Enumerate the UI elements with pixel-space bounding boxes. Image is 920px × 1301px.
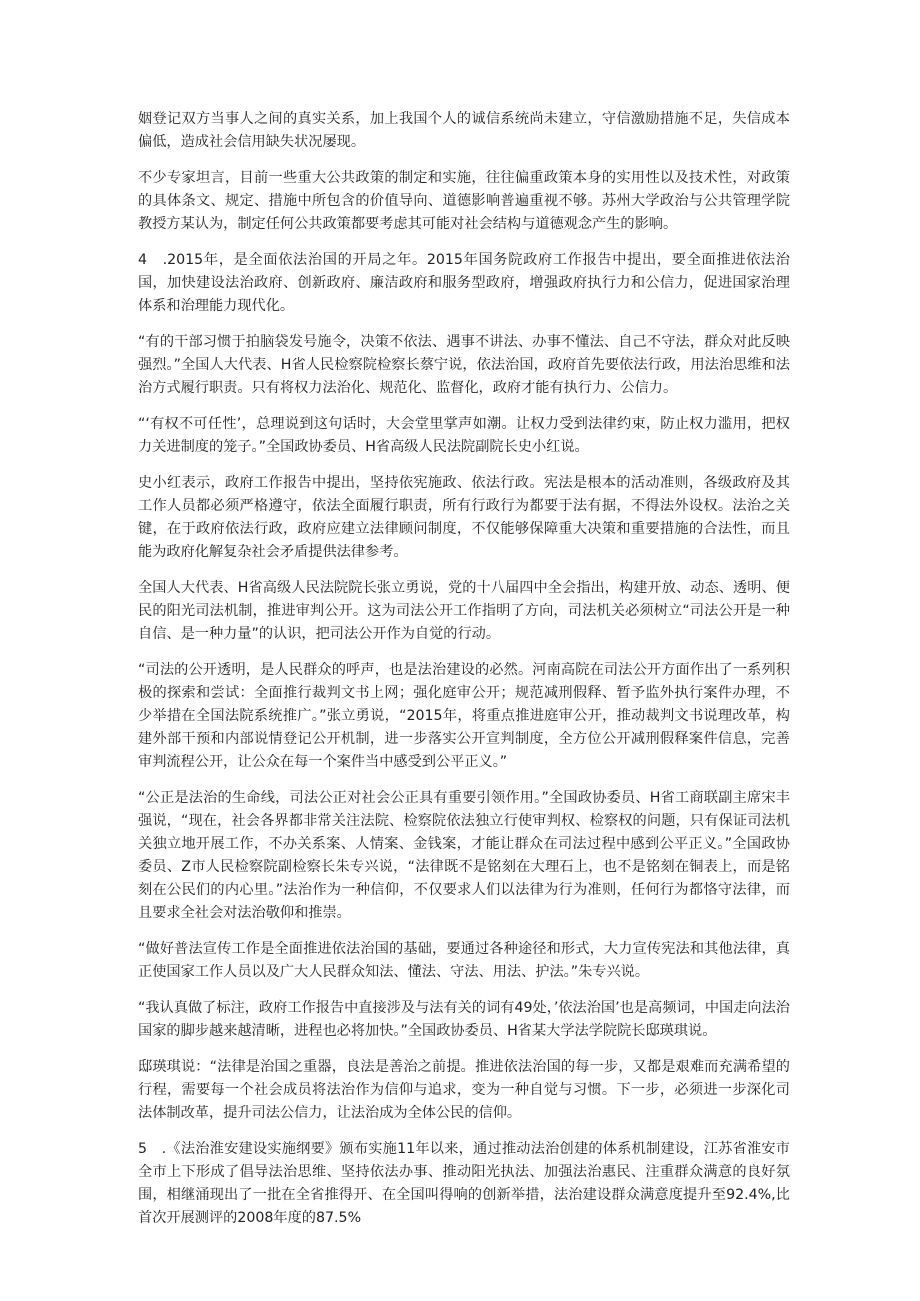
paragraph: 5 .《法治淮安建设实施纲要》颁布实施11年以来，通过推动法治创建的体系机制建设，江苏省淮安市全市上下形成了倡导法治思维、坚持依法办事、推动阳光执法、加强法治惠民、注重群众满意的良好氛围，相继涌现出了一批在全省推得开、在全国叫得响的创新举措，法治建设群众满意度提升至92.4%,比首次开展测评的2008年度的87.5%: [138, 1141, 790, 1226]
paragraph: “公正是法治的生命线，司法公正对社会公正具有重要引领作用。”全国政协委员、H省工商联副主席宋丰强说，“现在，社会各界都非常关注法院、检察院依法独立行使审判权、检察权的问题，只有保证司法机关独立地开展工作，不办关系案、人情案、金钱案，才能让群众在司法过程中感到公平正义。”全国政协委员、Z市人民检察院副检察长朱专兴说，“法律既不是铭刻在大理石上，也不是铭刻在铜表上，而是铭刻在公民们的内心里。”法治作为一种信仰，不仅要求人们以法律为行为准则，任何行为都恪守法律，而且要求全社会对法治敬仰和推崇。: [138, 790, 790, 921]
paragraph: 邸瑛琪说：“法律是治国之重器，良法是善治之前提。推进依法治国的每一步，又都是艰难而充满希望的行程，需要每一个社会成员将法治作为信仰与追求，变为一种自觉与习惯。下一步，必须进一步深化司法体制改革，提升司法公信力，让法治成为全体公民的信仰。: [138, 1059, 790, 1121]
paragraph: 史小红表示，政府工作报告中提出，坚持依宪施政、依法行政。宪法是根本的活动准则，各级政府及其工作人员都必须严格遵守，依法全面履行职责，所有行政行为都要于法有据，不得法外设权。法治之关键，在于政府依法行政，政府应建立法律顾问制度，不仅能够保障重大决策和重要措施的合法性，而且能为政府化解复杂社会矛盾提供法律参考。: [138, 475, 790, 560]
paragraph: “‘有权不可任性’，总理说到这句话时，大会堂里掌声如潮。让权力受到法律约束，防止权力滥用，把权力关进制度的笼子。”全国政协委员、H省高级人民法院副院长史小红说。: [138, 416, 790, 455]
paragraph: “我认真做了标注，政府工作报告中直接涉及与法有关的词有49处，’依法治国’也是高频词，中国走向法治国家的脚步越来越清晰，进程也必将加快。”全国政协委员、H省某大学法学院院长邸瑛琪说。: [138, 1000, 790, 1039]
paragraph: 不少专家坦言，目前一些重大公共政策的制定和实施，往往偏重政策本身的实用性以及技术性，对政策的具体条文、规定、措施中所包含的价值导向、道德影响普遍重视不够。苏州大学政治与公共管理学院教授方某认为，制定任何公共政策都要考虑其可能对社会结构与道德观念产生的影响。: [138, 170, 790, 232]
paragraph: “做好普法宣传工作是全面推进依法治国的基础，要通过各种途径和形式，大力宣传宪法和其他法律，真正使国家工作人员以及广大人民群众知法、懂法、守法、用法、护法。”朱专兴说。: [138, 941, 790, 980]
paragraph: 全国人大代表、H省高级人民法院院长张立勇说，党的十八届四中全会指出，构建开放、动态、透明、便民的阳光司法机制，推进审判公开。这为司法公开工作指明了方向，司法机关必须树立“司法公开是一种自信、是一种力量”的认识，把司法公开作为自觉的行动。: [138, 580, 790, 642]
paragraph: 4 .2015年，是全面依法治国的开局之年。2015年国务院政府工作报告中提出，要全面推进依法治国，加快建设法治政府、创新政府、廉洁政府和服务型政府，增强政府执行力和公信力，促进国家治理体系和治理能力现代化。: [138, 252, 790, 314]
paragraph: 姻登记双方当事人之间的真实关系，加上我国个人的诚信系统尚未建立，守信激励措施不足，失信成本偏低，造成社会信用缺失状况屡现。: [138, 111, 790, 150]
document-body: [138, 108, 790, 1243]
paragraph: “有的干部习惯于拍脑袋发号施令，决策不依法、遇事不讲法、办事不懂法、自己不守法，群众对此反映强烈。”全国人大代表、H省人民检察院检察长蔡宁说，依法治国，政府首先要依法行政，用法治思维和法治方式履行职责。只有将权力法治化、规范化、监督化，政府才能有执行力、公信力。: [138, 334, 790, 396]
paragraph: “司法的公开透明，是人民群众的呼声，也是法治建设的必然。河南高院在司法公开方面作出了一系列积极的探索和尝试：全面推行裁判文书上网；强化庭审公开；规范减刑假释、暂予监外执行案件办理，不少举措在全国法院系统推广。”张立勇说，“2015年，将重点推进庭审公开，推动裁判文书说理改革，构建外部干预和内部说情登记公开机制，进一步落实公开宣判制度，全方位公开减刑假释案件信息，完善审判流程公开，让公众在每一个案件当中感受到公平正义。”: [138, 662, 790, 770]
